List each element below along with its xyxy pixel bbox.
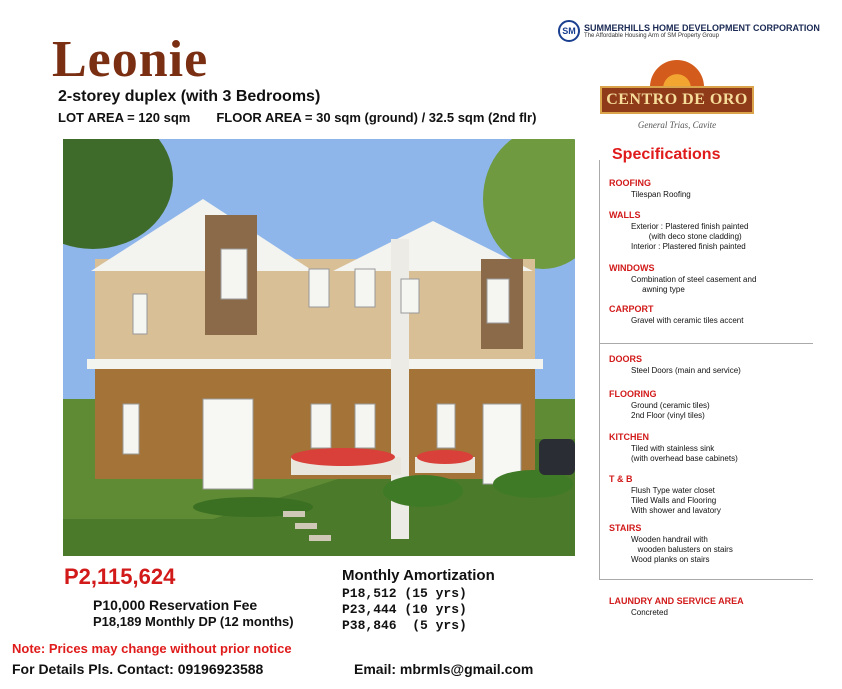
spec-heading: WINDOWS — [609, 263, 655, 273]
centro-de-oro-logo — [596, 60, 758, 150]
total-price: P2,115,624 — [64, 564, 176, 589]
developer-header — [558, 20, 820, 42]
spec-details: Ground (ceramic tiles) 2nd Floor (vinyl tiles) — [631, 401, 710, 420]
spec-windows — [609, 263, 756, 295]
spec-walls — [609, 210, 748, 252]
spec-divider-vertical — [599, 160, 600, 580]
spec-divider-bottom — [599, 579, 813, 580]
spec-heading: T & B — [609, 474, 633, 484]
developer-name: SUMMERHILLS HOME DEVELOPMENT CORPORATION — [584, 23, 820, 33]
contact-number: For Details Pls. Contact: 09196923588 — [12, 661, 264, 677]
spec-details: Wooden handrail with wooden balusters on stairs Wood planks on stairs — [631, 535, 733, 564]
floor-area: FLOOR AREA = 30 sqm (ground) / 32.5 sqm (2nd flr) — [216, 110, 537, 125]
spec-flooring — [609, 389, 710, 421]
spec-doors — [609, 354, 741, 376]
reservation-fee: P10,000 Reservation Fee — [93, 597, 258, 613]
house-type-subtitle: 2-storey duplex (with 3 Bedrooms) — [58, 88, 321, 105]
spec-divider-mid — [599, 343, 813, 344]
spec-heading: DOORS — [609, 354, 643, 364]
sm-logo-icon: SM — [558, 20, 580, 42]
amortization-10yrs: P23,444 (10 yrs) — [342, 602, 467, 617]
area-info — [58, 110, 562, 125]
spec-heading: KITCHEN — [609, 432, 649, 442]
house-illustration — [63, 139, 575, 556]
spec-roofing — [609, 178, 691, 200]
price-change-note: Note: Prices may change without prior notice — [12, 641, 292, 656]
contact-email: Email: mbrmls@gmail.com — [354, 661, 534, 677]
spec-details: Exterior : Plastered finish painted (with deco stone cladding) Interior : Plastered finish painted — [631, 222, 749, 251]
sun-icon — [650, 60, 704, 88]
monthly-downpayment: P18,189 Monthly DP (12 months) — [93, 614, 294, 629]
spec-details: Gravel with ceramic tiles accent — [631, 316, 744, 325]
amortization-15yrs: P18,512 (15 yrs) — [342, 586, 467, 601]
spec-kitchen — [609, 432, 738, 464]
spec-toilet-bath — [609, 474, 721, 516]
house-model-title: Leonie — [52, 31, 209, 88]
amortization-title: Monthly Amortization — [342, 567, 495, 584]
spec-details: Tiled with stainless sink (with overhead base cabinets) — [631, 444, 738, 463]
spec-stairs — [609, 523, 733, 565]
developer-tagline: The Affordable Housing Arm of SM Property Group — [584, 33, 719, 39]
spec-heading: STAIRS — [609, 523, 642, 533]
project-name: CENTRO DE ORO — [600, 86, 754, 114]
lot-area: LOT AREA = 120 sqm — [58, 110, 191, 125]
spec-heading: LAUNDRY AND SERVICE AREA — [609, 596, 744, 606]
spec-laundry — [609, 596, 744, 618]
amortization-5yrs: P38,846 (5 yrs) — [342, 618, 467, 633]
spec-details: Tilespan Roofing — [631, 190, 691, 199]
spec-heading: FLOORING — [609, 389, 657, 399]
spec-details: Combination of steel casement and awning type — [631, 275, 757, 294]
spec-details: Flush Type water closet Tiled Walls and Flooring With shower and lavatory — [631, 486, 721, 515]
spec-details: Steel Doors (main and service) — [631, 366, 741, 375]
specifications-title: Specifications — [612, 146, 721, 163]
spec-heading: WALLS — [609, 210, 641, 220]
spec-heading: CARPORT — [609, 304, 654, 314]
spec-details: Concreted — [631, 608, 668, 617]
project-location: General Trias, Cavite — [637, 120, 717, 130]
spec-heading: ROOFING — [609, 178, 651, 188]
house-rendering — [63, 139, 575, 556]
spec-carport — [609, 304, 743, 326]
